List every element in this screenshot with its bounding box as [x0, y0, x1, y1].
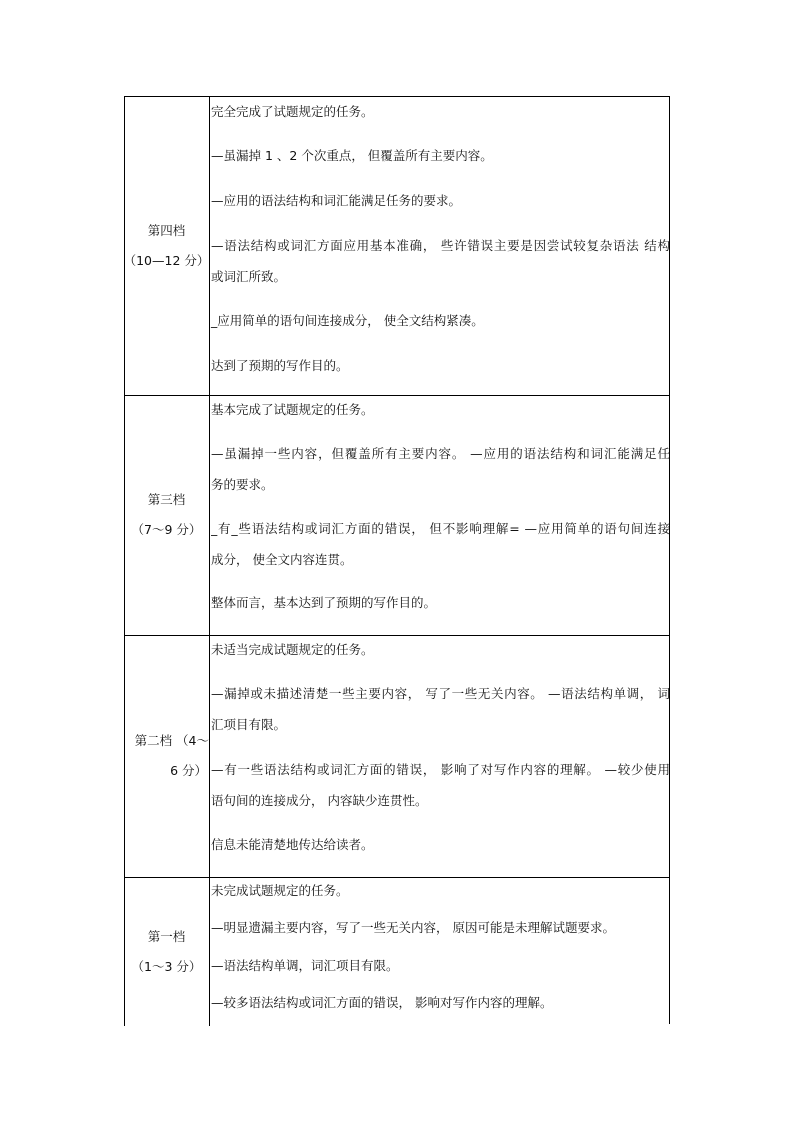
criteria-line: 务的要求。	[211, 477, 274, 492]
table-row	[124, 877, 670, 1026]
criteria-line: 或词汇所致。	[211, 269, 287, 284]
criteria-line: 信息未能清楚地传达给读者。	[211, 837, 374, 852]
criteria-line: —应用的语法结构和词汇能满足任务的要求。	[211, 193, 462, 208]
criteria-line: —虽漏掉一些内容，但覆盖所有主要内容。 —应用的语法结构和词汇能满足任	[211, 446, 670, 461]
criteria-line: 未完成试题规定的任务。	[211, 883, 349, 898]
table-row	[124, 635, 670, 877]
level-range: （10—12 分）	[123, 252, 210, 268]
level-name: 第二档 （4～	[134, 733, 209, 748]
criteria-line: —漏掉或未描述清楚一些主要内容， 写了一些无关内容。 —语法结构单调， 词	[211, 686, 670, 701]
criteria-cell	[210, 395, 670, 635]
criteria-line: _有_些语法结构或词汇方面的错误， 但不影响理解= —应用简单的语句间连接	[211, 521, 670, 536]
level-cell	[124, 395, 209, 635]
criteria-line: —较多语法结构或词汇方面的错误， 影响对写作内容的理解。	[211, 995, 553, 1010]
criteria-line: 整体而言，基本达到了预期的写作目的。	[211, 595, 437, 610]
level-range: （7～9 分）	[131, 522, 202, 537]
grading-table	[124, 96, 670, 1026]
level-cell	[124, 877, 209, 1026]
table-row	[124, 96, 670, 395]
level-cell	[124, 96, 209, 395]
level-cell	[124, 635, 209, 877]
level-range: 6 分）	[170, 763, 207, 778]
criteria-line: —语法结构单调，词汇项目有限。	[211, 958, 399, 973]
criteria-line: —虽漏掉 1 、2 个次重点， 但覆盖所有主要内容。	[211, 148, 493, 163]
criteria-cell	[210, 96, 670, 395]
criteria-line: 未适当完成试题规定的任务。	[211, 642, 374, 657]
criteria-line: 汇项目有限。	[211, 717, 287, 732]
criteria-line: 基本完成了试题规定的任务。	[211, 402, 374, 417]
criteria-cell	[210, 635, 670, 877]
criteria-line: 达到了预期的写作目的。	[211, 358, 349, 373]
criteria-line: —明显遗漏主要内容，写了一些无关内容， 原因可能是未理解试题要求。	[211, 920, 615, 935]
criteria-line: _应用简单的语句间连接成分， 使全文结构紧凑。	[211, 313, 484, 328]
level-name: 第一档	[147, 928, 186, 944]
criteria-line: 成分， 使全文内容连贯。	[211, 552, 353, 567]
criteria-line: —有一些语法结构或词汇方面的错误， 影响了对写作内容的理解。 —较少使用	[211, 762, 670, 777]
level-name: 第四档	[147, 222, 186, 238]
criteria-line: 语句间的连接成分， 内容缺少连贯性。	[211, 793, 428, 808]
criteria-cell	[210, 877, 670, 1026]
table-row	[124, 395, 670, 635]
criteria-line: —语法结构或词汇方面应用基本准确， 些许错误主要是因尝试较复杂语法 结构	[211, 238, 670, 253]
level-range: （1～3 分）	[131, 958, 202, 974]
level-name: 第三档	[147, 492, 186, 507]
criteria-line: 完全完成了试题规定的任务。	[211, 104, 374, 119]
